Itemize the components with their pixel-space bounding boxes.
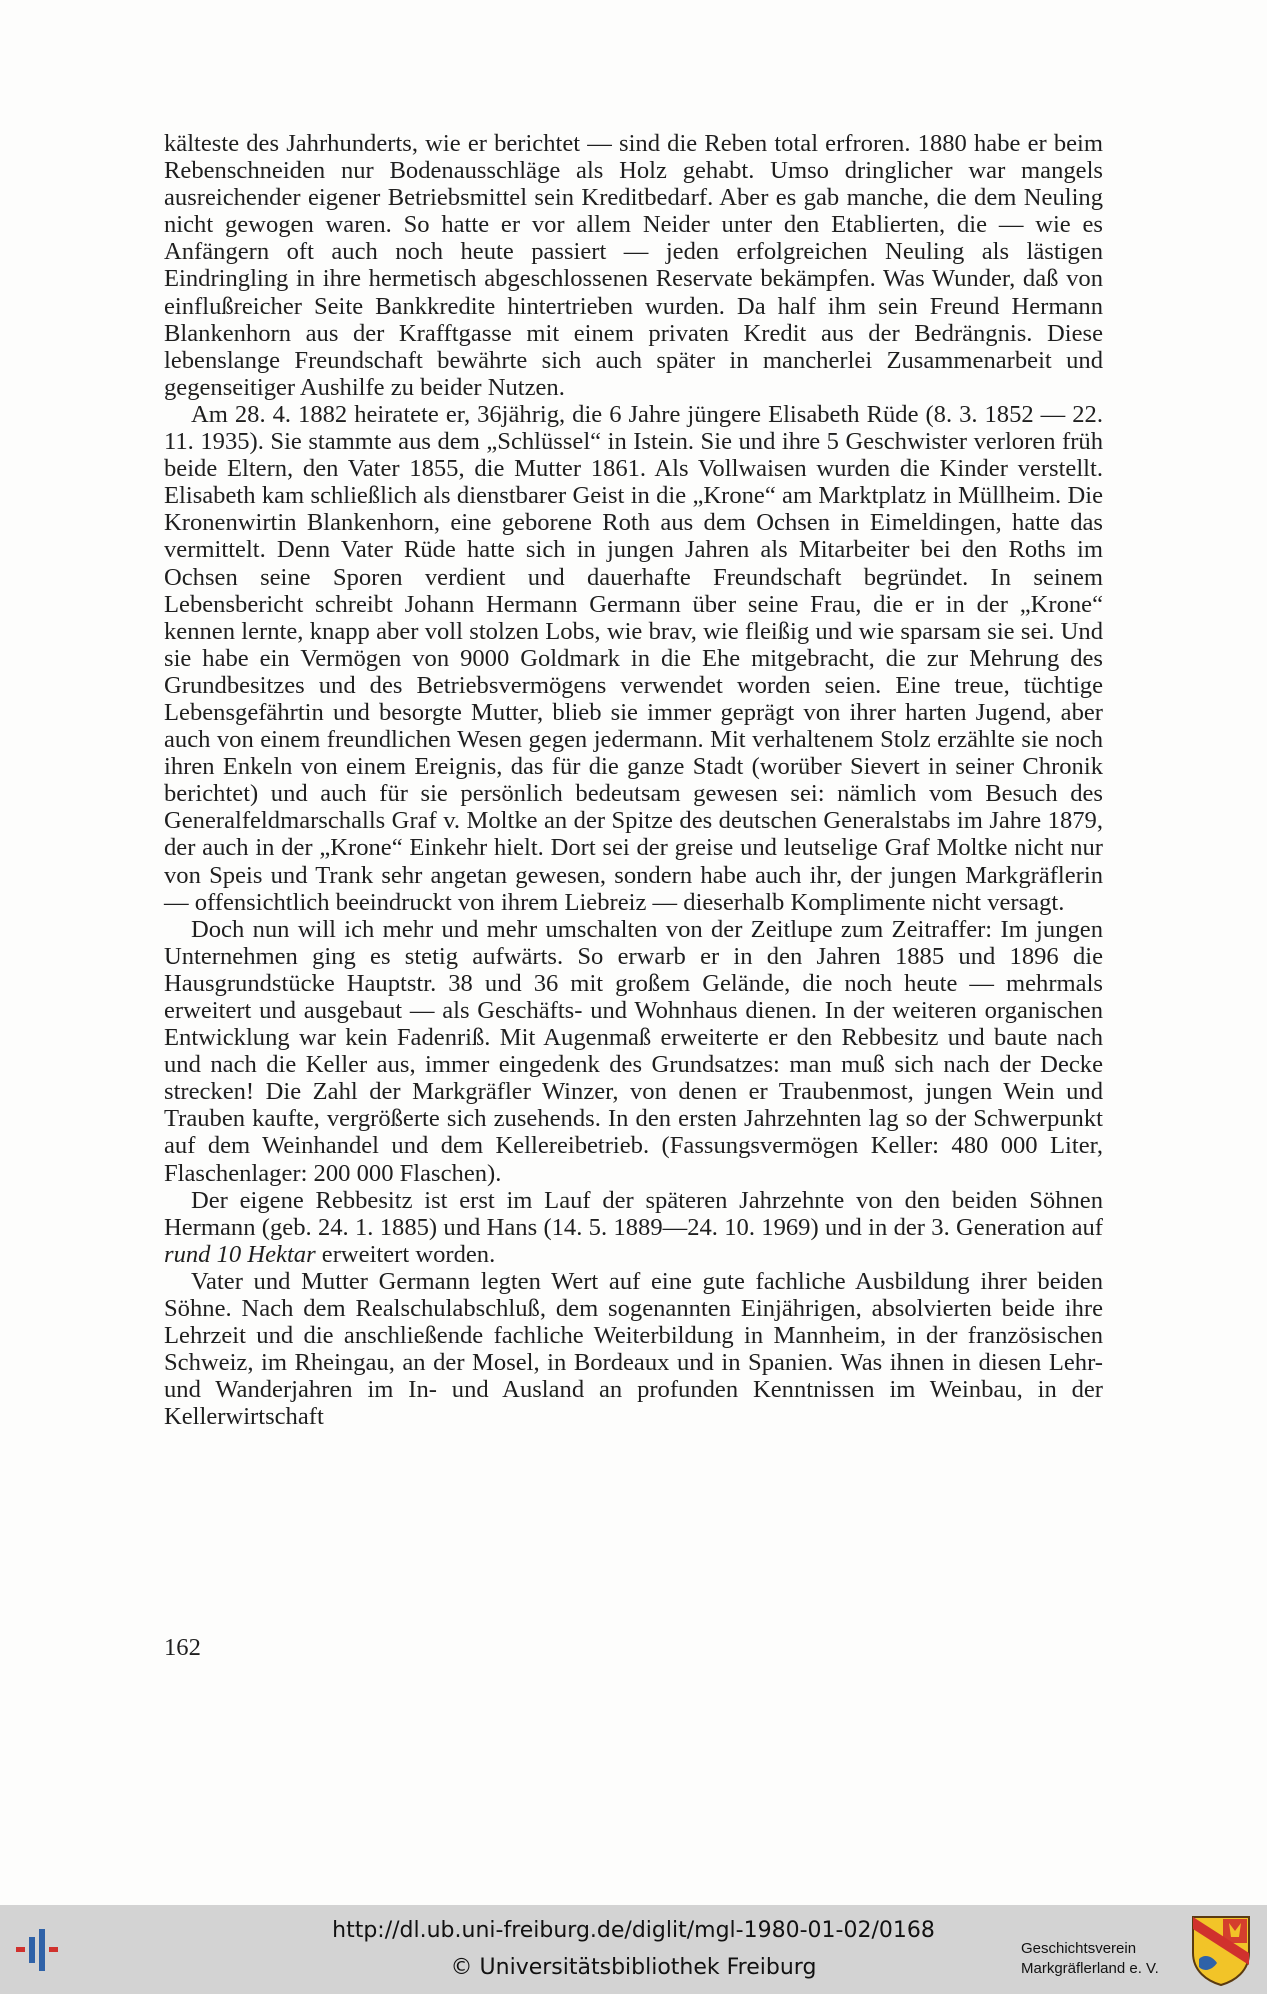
paragraph-4-text-end: erweitert worden.: [315, 1240, 496, 1268]
paragraph-3: Doch nun will ich mehr und mehr umschalten von der Zeitlupe zum Zeitraffer: Im jungen Unternehmen ging es stetig aufwärts. So erwarb er in den Jahren 1885 und 1896 die Hausgrundstücke Hauptstr. 38 und 36 mit großem Gelände, die noch heute — mehrmals erweitert und ausgebaut — als Geschäfts- und Wohnhaus dienen. In der weiteren organischen Entwicklung war kein Fadenriß. Mit Augenmaß erweiterte er den Rebbesitz und baute nach und nach die Keller aus, immer eingedenk des Grundsatzes: man muß sich nach der Decke strecken! Die Zahl der Markgräfler Winzer, von denen er Traubenmost, jungen Wein und Trauben kaufte, vergrößerte sich zusehends. In den ersten Jahrzehnten lag so der Schwerpunkt auf dem Weinhandel und dem Kellereibetrieb. (Fassungsvermögen Keller: 480 000 Liter, Flaschenlager: 200 000 Flaschen).: [164, 915, 1103, 1187]
page-number: 162: [164, 1634, 201, 1661]
paragraph-4-text: Der eigene Rebbesitz ist erst im Lauf der späteren Jahrzehnte von den beiden Söhnen Hermann (geb. 24. 1. 1885) und Hans (14. 5. 1889—24. 10. 1969) und in der 3. Generation auf: [164, 1186, 1103, 1241]
partner-name-line-1: Geschichtsverein: [1021, 1940, 1137, 1957]
partner-name[interactable]: [1021, 1939, 1159, 1979]
coat-of-arms-icon[interactable]: [1189, 1913, 1253, 1987]
footer-bar: [0, 1905, 1267, 1994]
partner-name-line-2: Markgräflerland e. V.: [1021, 1960, 1159, 1977]
paragraph-4-italic: rund 10 Hektar: [164, 1240, 316, 1268]
paragraph-5: Vater und Mutter Germann legten Wert auf eine gute fachliche Ausbildung ihrer beiden Söhne. Nach dem Realschulabschluß, dem sogenannten Einjährigen, absolvierten beide ihre Lehrzeit und die anschließende fachliche Weiterbildung in Mannheim, in der französischen Schweiz, im Rheingau, an der Mosel, in Bordeaux und in Spanien. Was ihnen in diesen Lehr- und Wanderjahren im In- und Ausland an profunden Kenntnissen im Weinbau, in der Kellerwirtschaft: [164, 1267, 1103, 1431]
paragraph-1: kälteste des Jahrhunderts, wie er berichtet — sind die Reben total erfroren. 1880 habe er beim Rebenschneiden nur Bodenausschläge als Holz gehabt. Umso dringlicher war mangels ausreichender eigener Betriebsmittel sein Kreditbedarf. Aber es gab manche, die dem Neuling nicht gewogen waren. So hatte er vor allem Neider unter den Etablierten, die — wie es Anfängern oft auch noch heute passiert — jeden erfolgreichen Neuling als lästigen Eindringling in ihre hermetisch abgeschlossenen Reservate bekämpfen. Was Wunder, daß von einflußreicher Seite Bankkredite hintertrieben wurden. Da half ihm sein Freund Hermann Blankenhorn aus der Krafftgasse mit einem privaten Kredit aus der Bedrängnis. Diese lebenslange Freundschaft bewährte sich auch später in mancherlei Zusammenarbeit und gegenseitiger Aushilfe zu beider Nutzen.: [164, 130, 1103, 401]
paragraph-4: [164, 1187, 1103, 1268]
permalink-url[interactable]: http://dl.ub.uni-freiburg.de/diglit/mgl-1980-01-02/0168: [332, 1918, 935, 1943]
paragraph-2: Am 28. 4. 1882 heiratete er, 36jährig, die 6 Jahre jüngere Elisabeth Rüde (8. 3. 1852 — 22. 11. 1935). Sie stammte aus dem „Schlüssel“ in Istein. Sie und ihre 5 Geschwister verloren früh beide Eltern, den Vater 1855, die Mutter 1861. Als Vollwaisen wurden die Kinder verstellt. Elisabeth kam schließlich als dienstbarer Geist in die „Krone“ am Marktplatz in Müllheim. Die Kronenwirtin Blankenhorn, eine geborene Roth aus dem Ochsen in Eimeldingen, hatte das vermittelt. Denn Vater Rüde hatte sich in jungen Jahren als Mitarbeiter bei den Roths im Ochsen seine Sporen verdient und dauerhafte Freundschaft begründet. In seinem Lebensbericht schreibt Johann Hermann Germann über seine Frau, die er in der „Krone“ kennen lernte, knapp aber voll stolzen Lobs, wie brav, wie fleißig und wie sparsam sie sei. Und sie habe ein Vermögen von 9000 Goldmark in die Ehe mitgebracht, die zur Mehrung des Grundbesitzes und des Betriebsvermögens verwendet worden seien. Eine treue, tüchtige Lebensgefährtin und besorgte Mutter, blieb sie immer geprägt von ihrer harten Jugend, aber auch von einem freundlichen Wesen gegen jedermann. Mit verhaltenem Stolz erzählte sie noch ihren Enkeln von einem Ereignis, das für die ganze Stadt (worüber Sievert in seiner Chronik berichtet) und auch für sie persönlich bedeutsam gewesen sei: nämlich vom Besuch des Generalfeldmarschalls Graf v. Moltke an der Spitze des deutschen Generalstabs im Jahre 1879, der auch in der „Krone“ Einkehr hielt. Dort sei der greise und leutselige Graf Moltke nicht nur von Speis und Trank sehr angetan gewesen, sondern habe auch ihr, der jungen Markgräflerin — offensichtlich beeindruckt von ihrem Liebreiz — dieserhalb Komplimente nicht versagt.: [164, 400, 1103, 916]
body-text: [164, 130, 1103, 1431]
copyright-text: © Universitätsbibliothek Freiburg: [450, 1955, 817, 1980]
